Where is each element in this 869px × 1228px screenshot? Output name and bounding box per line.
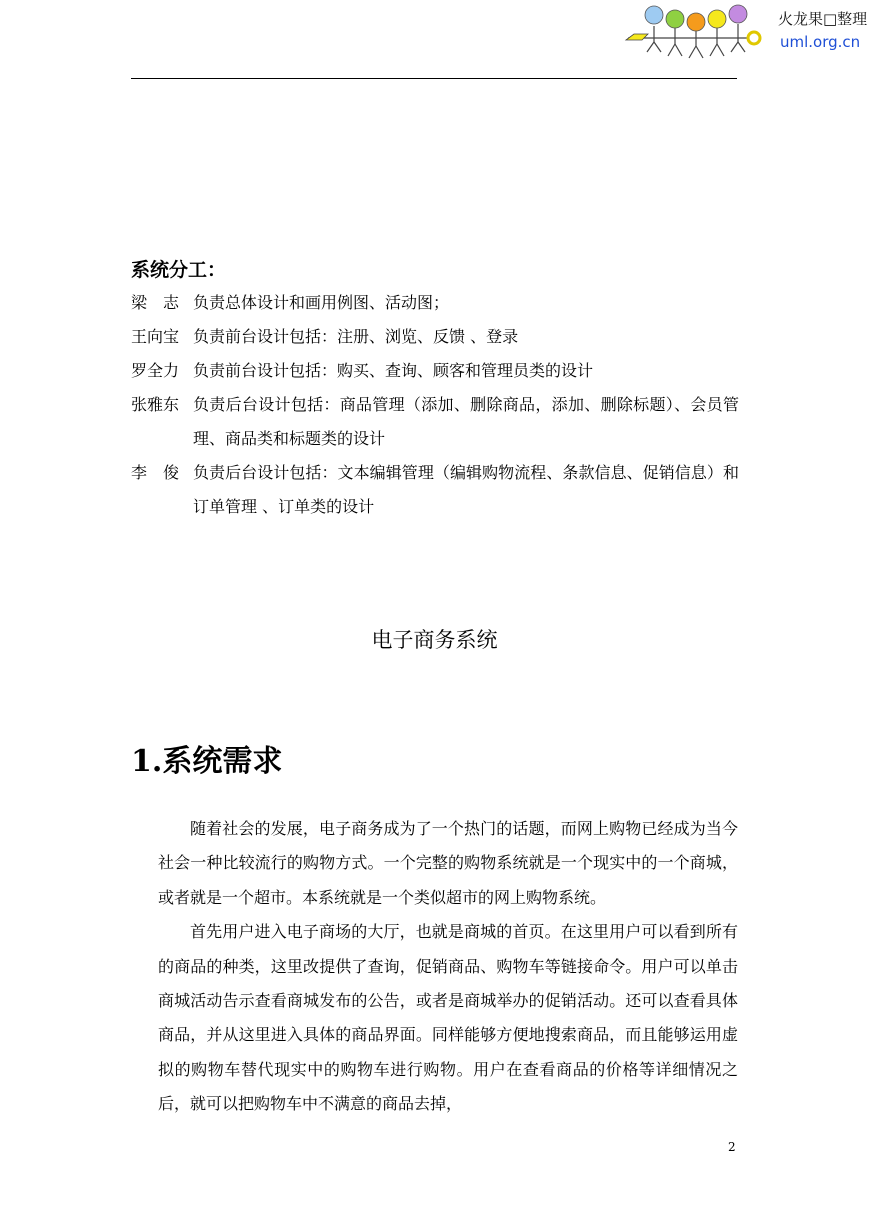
member-duty: 负责总体设计和画用例图、活动图； (193, 293, 450, 312)
header-rule (131, 78, 737, 79)
page-number: 2 (728, 1140, 736, 1154)
division-title: 系统分工： (131, 259, 227, 281)
member-row (131, 456, 741, 524)
section-body (158, 812, 738, 1122)
member-duty: 负责前台设计包括：购买、查询、顾客和管理员类的设计 (193, 361, 594, 380)
member-row (131, 388, 741, 456)
paragraph: 随着社会的发展，电子商务成为了一个热门的话题，而网上购物已经成为当今社会一种比较流行的购物方式。一个完整的购物系统就是一个现实中的一个商城，或者就是一个超市。本系统就是一个类似超市的网上购物系统。 (158, 819, 738, 907)
member-row (131, 320, 741, 354)
member-name: 王向宝 (131, 327, 180, 346)
member-duty: 负责后台设计包括：商品管理（添加、删除商品，添加、删除标题）、会员管理、商品类和标题类的设计 (193, 395, 739, 448)
section-heading: 1.系统需求 (131, 744, 283, 779)
member-name: 罗全力 (131, 361, 180, 380)
member-name: 李 俊 (131, 463, 180, 482)
brand-url: uml.org.cn (780, 33, 861, 51)
paragraph: 首先用户进入电子商场的大厅，也就是商城的首页。在这里用户可以看到所有的商品的种类，这里改提供了查询，促销商品、购物车等链接命令。用户可以单击商城活动告示查看商城发布的公告，或者是商城举办的促销活动。还可以查看具体商品，并从这里进入具体的商品界面。同样能够方便地搜索商品，而且能够运用虚拟的购物车替代现实中的购物车进行购物。用户在查看商品的价格等详细情况之后，就可以把购物车中不满意的商品去掉， (158, 922, 738, 1114)
member-duty: 负责前台设计包括：注册、浏览、反馈 、登录 (193, 327, 519, 346)
document-title: 电子商务系统 (371, 628, 498, 652)
member-name: 张雅东 (131, 395, 180, 414)
member-duty: 负责后台设计包括：文本编辑管理（编辑购物流程、条款信息、促销信息）和订单管理 、订单类的设计 (193, 463, 739, 516)
logo-graphic (624, 4, 764, 62)
brand-text: 火龙果□整理 (778, 10, 868, 28)
member-name: 梁 志 (131, 293, 180, 312)
member-row (131, 286, 741, 320)
member-row (131, 354, 741, 388)
